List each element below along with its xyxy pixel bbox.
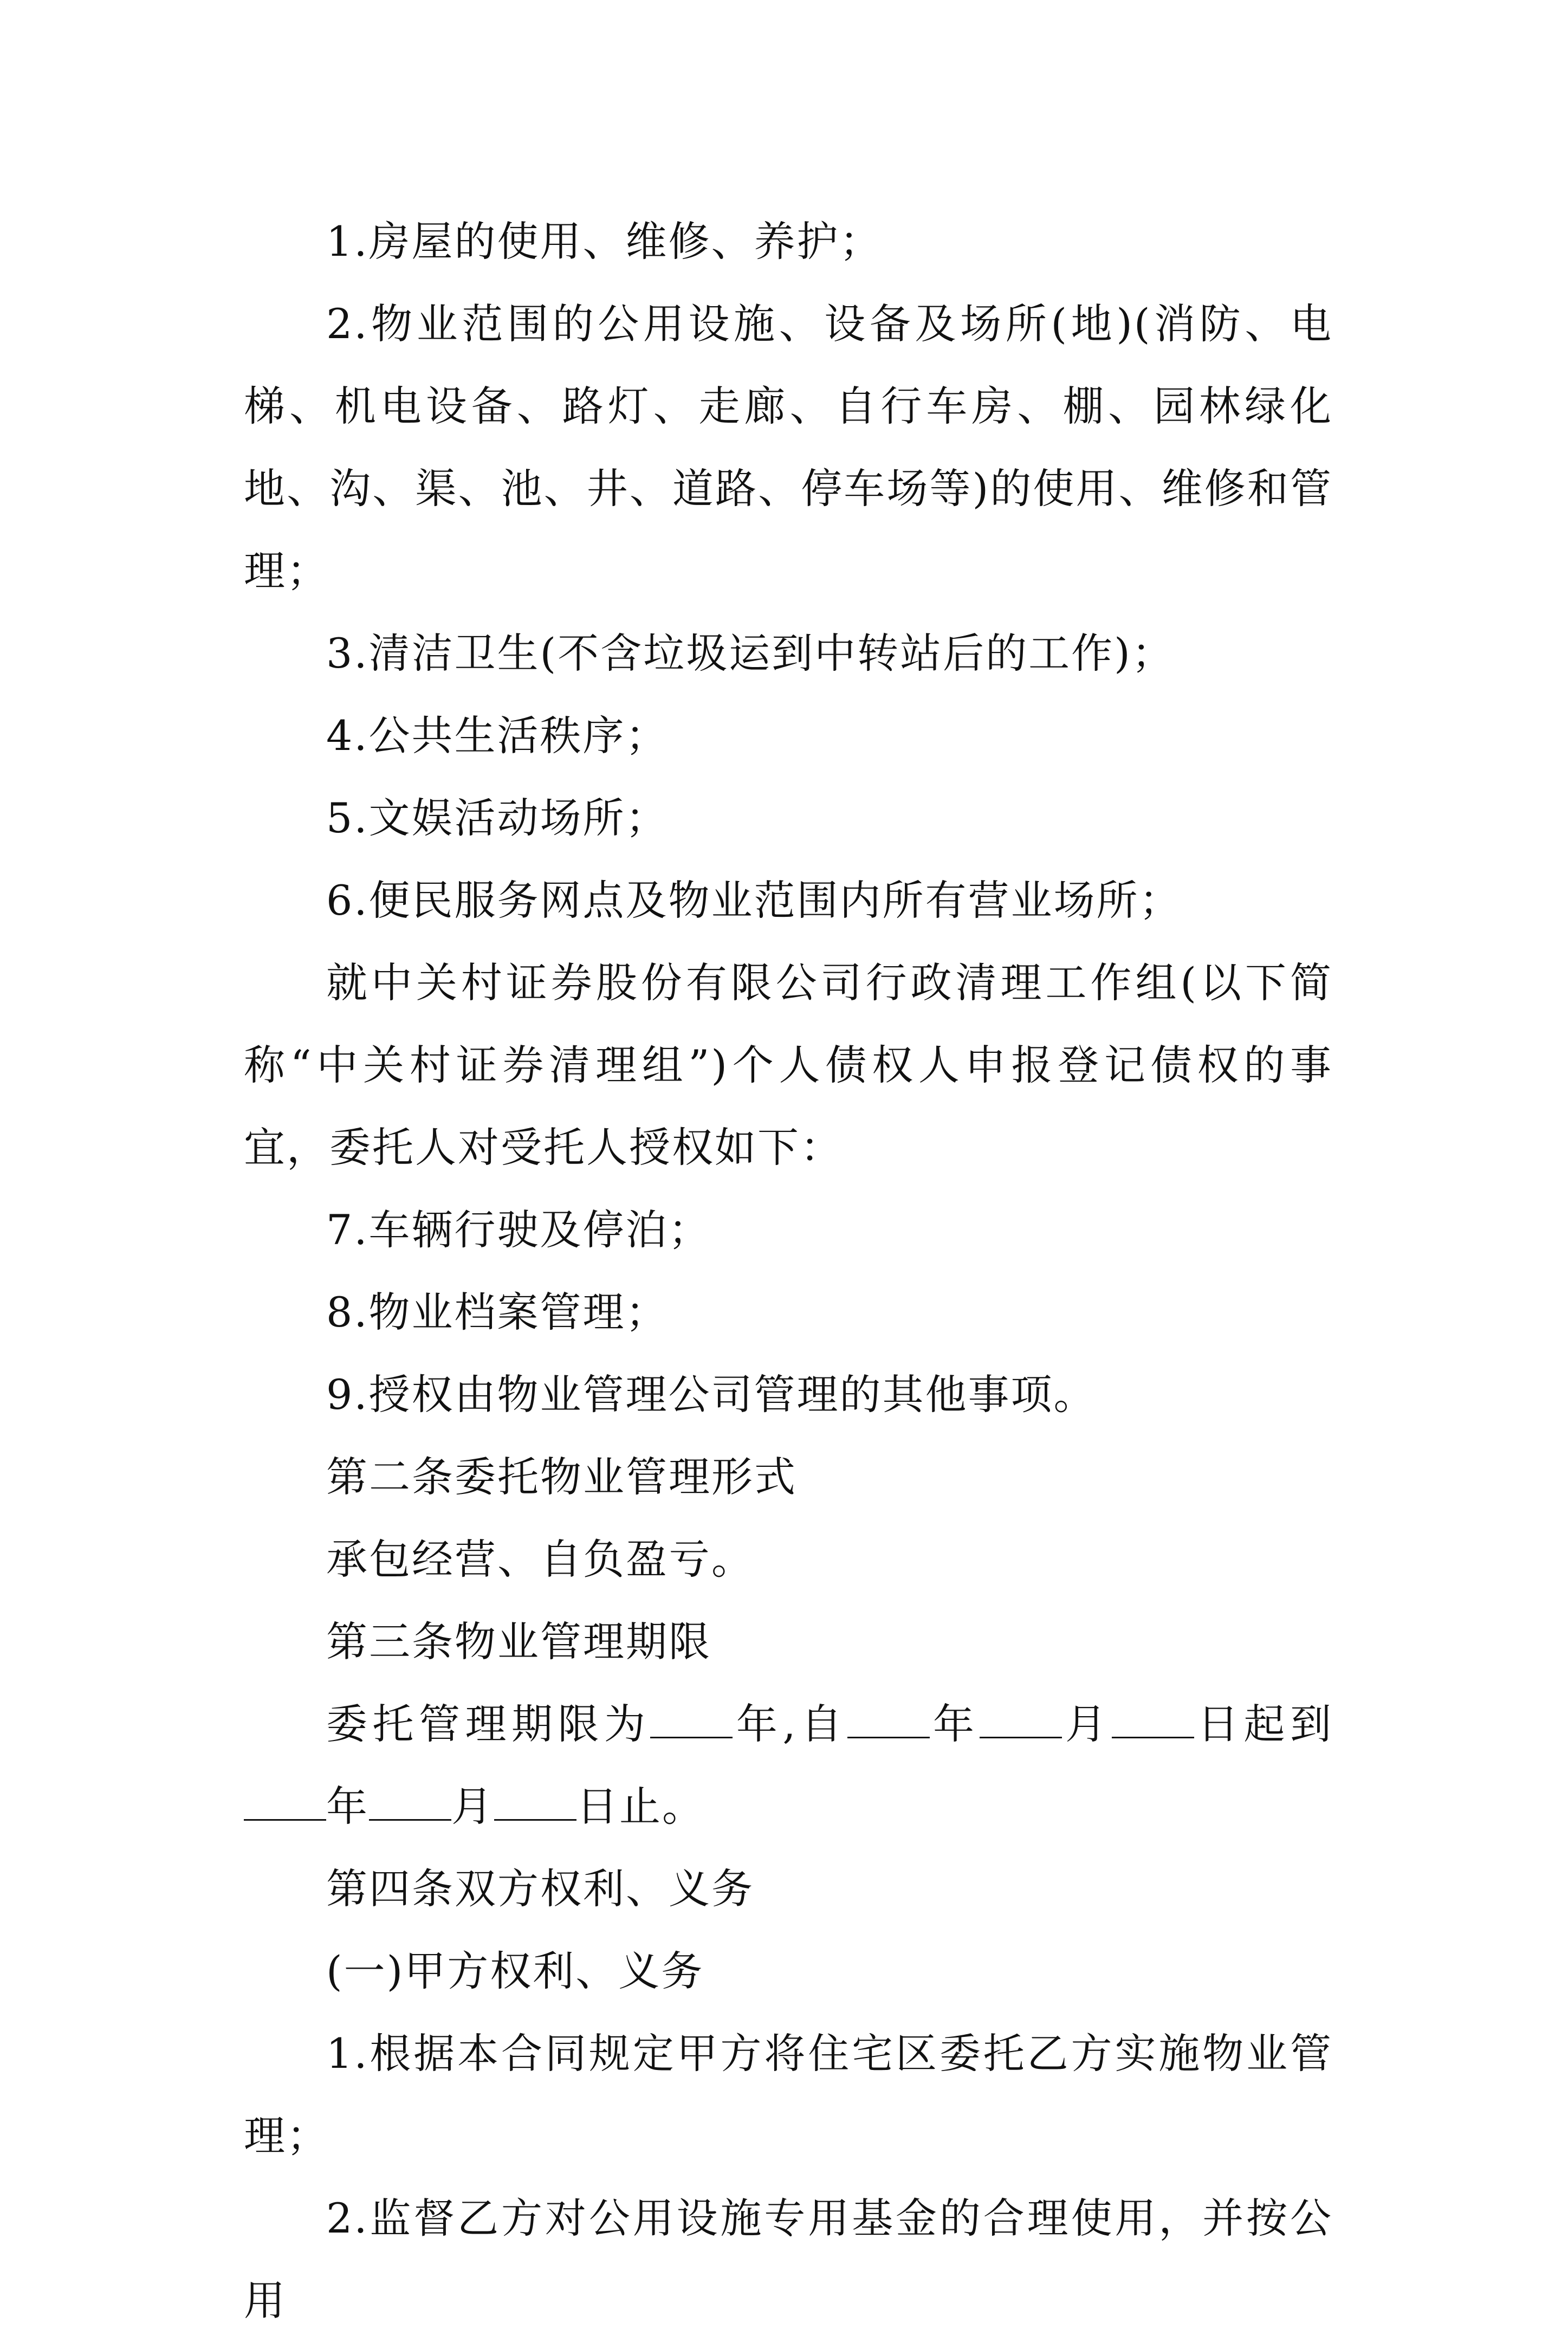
paragraph-item-2: 2.物业范围的公用设施、设备及场所(地)(消防、电梯、机电设备、路灯、走廊、自行车房、棚、园林绿化地、沟、渠、池、井、道路、停车场等)的使用、维修和管理；	[244, 300, 1333, 595]
blank-field[interactable]	[980, 1702, 1062, 1738]
article-2-heading: 第二条委托物业管理形式	[326, 1453, 797, 1501]
document-body	[244, 200, 1333, 2342]
term-clause-text: 年	[929, 1700, 980, 1748]
article-4-heading: 第四条双方权利、义务	[326, 1865, 754, 1913]
paragraph-item-6: 6.便民服务网点及物业范围内所有营业场所；	[326, 876, 1182, 924]
blank-field[interactable]	[369, 1784, 451, 1821]
paragraph-item: 2.监督乙方对公用设施专用基金的合理使用，并按公用	[244, 2194, 1333, 2325]
term-clause-text: 月	[1061, 1700, 1112, 1748]
paragraph-item-8: 8.物业档案管理；	[326, 1288, 669, 1336]
article-2-body: 承包经营、自负盈亏。	[326, 1535, 754, 1583]
term-clause-text: 日止。	[576, 1782, 705, 1830]
blank-field[interactable]	[650, 1702, 733, 1738]
term-clause-text: 委托管理期限为	[326, 1700, 651, 1748]
blank-field[interactable]	[494, 1784, 576, 1821]
paragraph-item-9: 9.授权由物业管理公司管理的其他事项。	[326, 1370, 1097, 1419]
article-3-heading: 第三条物业管理期限	[326, 1618, 711, 1666]
blank-field[interactable]	[244, 1784, 326, 1821]
term-clause-text: 日起到	[1194, 1700, 1333, 1748]
paragraph-item-4: 4.公共生活秩序；	[326, 711, 669, 760]
authorization-paragraph: 就中关村证券股份有限公司行政清理工作组(以下简称“中关村证券清理组”)个人债权人申报登记债权的事宜，委托人对受托人授权如下：	[244, 959, 1333, 1172]
paragraph-item: 1.根据本合同规定甲方将住宅区委托乙方实施物业管理；	[244, 2029, 1333, 2160]
paragraph-item-3: 3.清洁卫生(不含垃圾运到中转站后的工作)；	[326, 629, 1175, 677]
paragraph-item-5: 5.文娱活动场所；	[326, 794, 669, 842]
section-heading: (一)甲方权利、义务	[326, 1947, 704, 1995]
blank-field[interactable]	[1112, 1702, 1194, 1738]
term-clause	[244, 1683, 1333, 1848]
term-clause-text: 年,自	[733, 1700, 847, 1748]
term-clause-text: 年	[326, 1782, 369, 1830]
blank-field[interactable]	[847, 1702, 930, 1738]
term-clause-text: 月	[451, 1782, 494, 1830]
paragraph-item-1: 1.房屋的使用、维修、养护；	[326, 217, 883, 266]
paragraph-item-7: 7.车辆行驶及停泊；	[326, 1206, 711, 1254]
